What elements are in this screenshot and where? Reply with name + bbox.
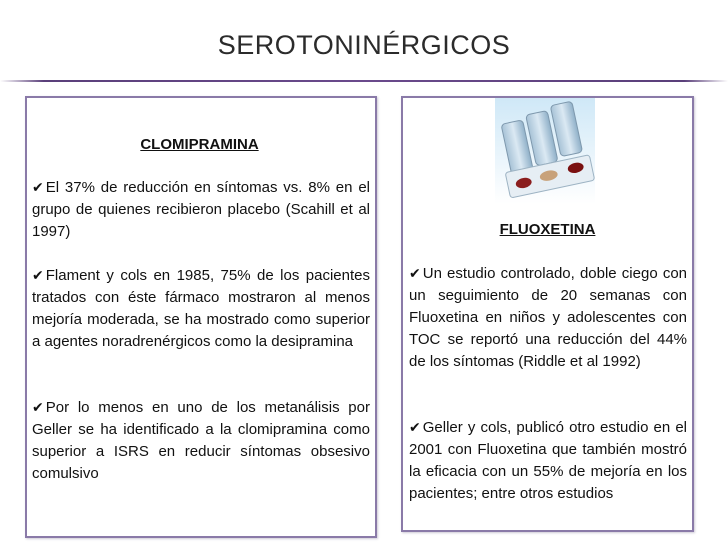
fluoxetina-item-1-text: Un estudio controlado, doble ciego con un seguimiento de 20 semanas con Fluoxetina en niños y adolescentes con TOC se reportó una reducción del 44% de los síntomas (Riddle et al 1992)	[409, 265, 687, 370]
clomipramina-item-1	[32, 176, 370, 243]
clomipramina-item-3-text: Por lo menos en uno de los metanálisis por Geller se ha identificado a la clomipramina como superior a ISRS en reducir síntomas obsesivo comulsivo	[32, 399, 370, 482]
clomipramina-item-3	[32, 396, 370, 485]
fluoxetina-panel	[401, 96, 694, 532]
checkmark-icon: ✔	[32, 399, 44, 415]
fluoxetina-heading: FLUOXETINA	[499, 221, 596, 238]
fluoxetina-item-2	[409, 416, 687, 505]
clomipramina-heading: CLOMIPRAMINA	[140, 136, 259, 153]
checkmark-icon: ✔	[409, 265, 421, 281]
title-divider	[0, 80, 728, 82]
slide-title: SEROTONINÉRGICOS	[217, 30, 511, 60]
checkmark-icon: ✔	[32, 267, 44, 283]
clomipramina-panel	[25, 96, 377, 538]
checkmark-icon: ✔	[409, 419, 421, 435]
fluoxetina-item-1	[409, 262, 687, 373]
pill-organizer-icon	[495, 98, 595, 204]
clomipramina-item-1-text: El 37% de reducción en síntomas vs. 8% en el grupo de quienes recibieron placebo (Scahill et al 1997)	[32, 179, 370, 240]
clomipramina-item-2	[32, 264, 370, 353]
checkmark-icon: ✔	[32, 179, 44, 195]
clomipramina-item-2-text: Flament y cols en 1985, 75% de los pacientes tratados con éste fármaco mostraron al menos mejoría moderada, se ha mostrado como superior a agentes noradrenérgicos como la desipramina	[32, 267, 370, 350]
fluoxetina-item-2-text: Geller y cols, publicó otro estudio en el 2001 con Fluoxetina que también mostró la eficacia con un 55% de mejoría en los pacientes; entre otros estudios	[409, 419, 687, 502]
